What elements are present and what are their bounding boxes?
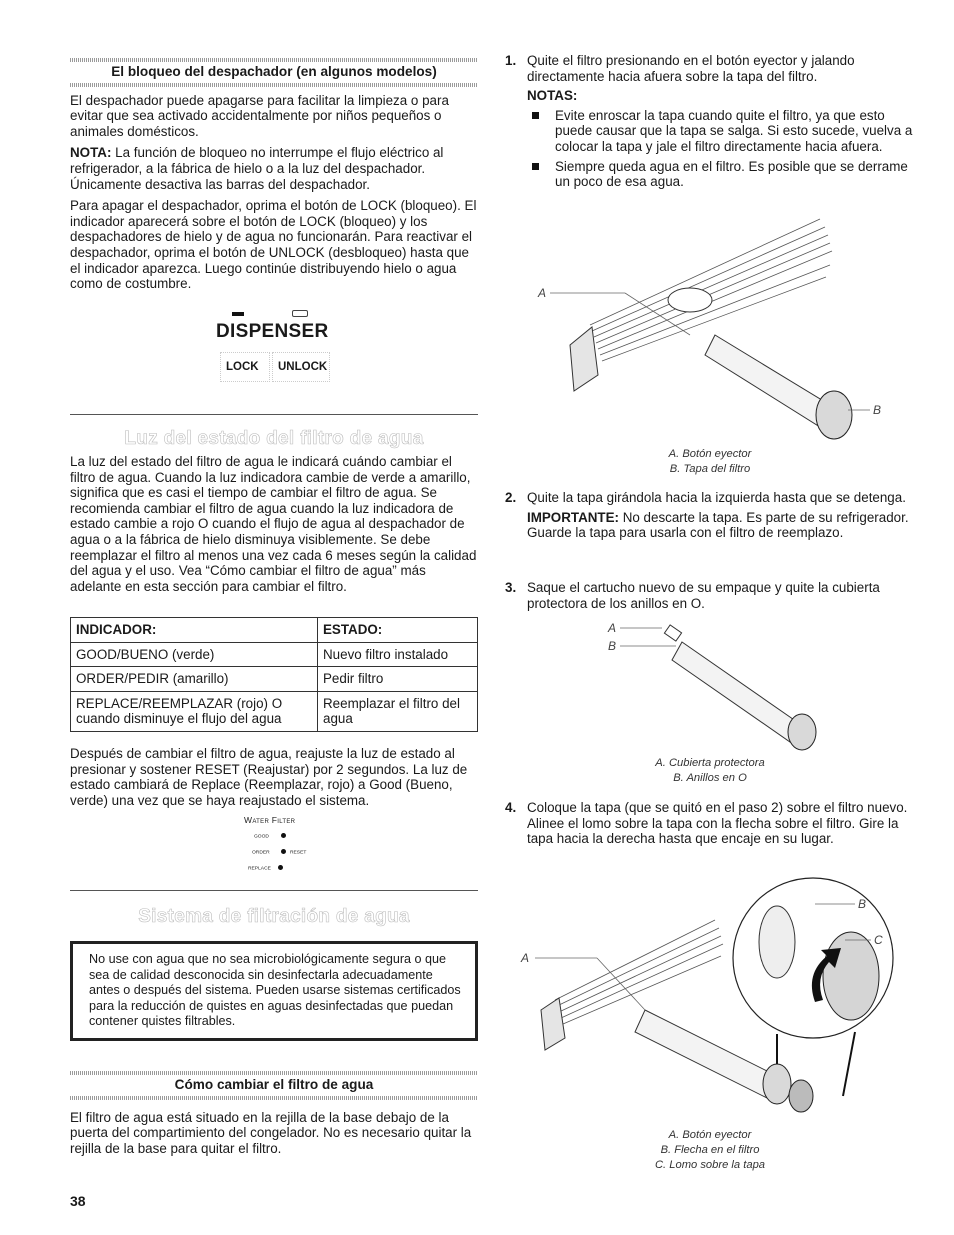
figure-label-b: B	[873, 403, 882, 417]
indicator-table	[70, 617, 478, 732]
figure-3-caption	[505, 1128, 915, 1173]
section-divider	[70, 890, 478, 891]
replace-light-icon	[278, 865, 283, 870]
figure-2-cartridge-illustration	[600, 614, 840, 754]
section-rule	[70, 1096, 478, 1100]
dispenser-title: DISPENSER	[216, 321, 329, 342]
lock-heading: El bloqueo del despachador (en algunos modelos)	[111, 64, 437, 79]
figure-label-c: C	[874, 933, 883, 947]
warning-text: No use con agua que no sea microbiológicamente segura o que sea de calidad desconocida sin desinfectarla adecuadamente antes o después del sistema. Pueden usarse sistemas certificados para la reducción de quistes en aguas desinfectadas que puedan contener quistes filtrables.	[89, 952, 461, 1029]
reset-paragraph: Después de cambiar el filtro de agua, reajuste la luz de estado al presionar y sostener RESET (Reajustar) por 2 segundos. La luz de estado cambiará de Replace (Reemplazar, rojo) a Good (Bueno, verde) una vez que se haya reajustado el sistema.	[70, 746, 468, 808]
bullet-icon	[532, 112, 539, 119]
step-3	[505, 580, 915, 611]
filter-light-section	[70, 428, 478, 594]
table-header-cell: INDICADOR:	[71, 618, 318, 643]
bullet-text: Siempre queda agua en el filtro. Es posible que se derrame un poco de esa agua.	[555, 158, 908, 190]
table-cell: GOOD/BUENO (verde)	[71, 642, 318, 667]
important-note	[527, 510, 915, 541]
lock-note	[70, 145, 478, 192]
filter-end-icon	[763, 1064, 791, 1104]
caption-line: A. Botón eyector	[668, 448, 752, 460]
step-2-text: Quite la tapa girándola hacia la izquierda hasta que se detenga.	[527, 490, 906, 505]
how-to-heading: Cómo cambiar el filtro de agua	[174, 1077, 374, 1092]
filtration-title: Sistema de filtración de agua	[138, 906, 410, 927]
table-cell: Nuevo filtro instalado	[318, 642, 478, 667]
good-light-icon	[281, 833, 286, 838]
filter-light-paragraph: La luz del estado del filtro de agua le indicará cuándo cambiar el filtro de agua. Cuando la luz indicadora cambie de verde a amarillo, significa que es casi el tiempo de cambiar el filtro de agua. Se recomienda cambiar el filtro de agua cuando la luz indicadora de estado cambie a rojo O cuando el flujo de agua al despachador de agua o a la fábrica de hielo disminuya visiblemente. Se debe reemplazar el filtro al menos una vez cada 6 meses según la calidad del agua y el uso. Vea “Cómo cambiar el filtro de agua” más adelante en esta sección para cambiar el filtro.	[70, 454, 477, 594]
bullet-icon	[532, 163, 539, 170]
small-cap-icon	[789, 1080, 813, 1112]
bullet-text: Evite enroscar la tapa cuando quite el filtro, ya que esto puede causar que la tapa se salga. Si esto sucede, vuelva a colocar la tapa y jale el filtro directamente hacia afuera.	[555, 107, 913, 154]
unlock-label: UNLOCK	[278, 361, 328, 373]
connector-line	[843, 1032, 855, 1096]
cartridge-body	[672, 642, 800, 742]
step-4	[505, 800, 915, 847]
good-label: GOOD	[254, 834, 269, 839]
water-filter-panel	[240, 814, 330, 878]
step-number: 1.	[505, 53, 517, 68]
filter-cap-icon	[816, 391, 852, 439]
grille-end	[541, 998, 565, 1050]
table-cell: Pedir filtro	[318, 667, 478, 692]
caption-line: B. Flecha en el filtro	[660, 1144, 760, 1156]
figure-label-a: A	[538, 286, 547, 300]
caption-line: C. Lomo sobre la tapa	[654, 1159, 766, 1171]
figure-2-caption	[505, 756, 915, 786]
figure-1-caption	[505, 447, 915, 477]
water-filter-title: Water Filter	[244, 815, 296, 825]
step-1	[505, 53, 915, 190]
ejector-button-icon	[668, 288, 712, 312]
table-cell: ORDER/PEDIR (amarillo)	[71, 667, 318, 692]
important-text: No descarte la tapa. Es parte de su refrigerador. Guarde la tapa para usarla con el filtro de reemplazo.	[527, 509, 909, 541]
filter-arrow-end-icon	[759, 906, 795, 978]
cartridge-end-icon	[788, 714, 816, 750]
warning-box	[70, 941, 478, 1041]
figure-label-b: B	[608, 639, 617, 653]
caption-line: A. Botón eyector	[668, 1129, 752, 1141]
lock-section	[70, 58, 478, 292]
order-light-icon	[281, 849, 286, 854]
filter-light-title: Luz del estado del filtro de agua	[124, 428, 424, 449]
section-rule	[70, 83, 478, 87]
unlock-indicator-icon	[292, 310, 308, 317]
note-text: La función de bloqueo no interrumpe el flujo eléctrico al refrigerador, a la fábrica de hielo o a la luz del despachador. Únicamente desactiva las barras del despachador.	[70, 145, 444, 192]
table-row	[71, 667, 478, 692]
step-number: 3.	[505, 580, 517, 595]
figure-3-install-illustration	[515, 870, 905, 1126]
grille-end	[570, 327, 598, 391]
cap-ridge-icon	[823, 932, 879, 1020]
section-divider	[70, 414, 478, 415]
table-row	[71, 691, 478, 731]
grille-lines	[555, 920, 723, 1024]
lock-paragraph-1: El despachador puede apagarse para facilitar la limpieza o para evitar que sea activado accidentalmente por niños pequeños o animales domésticos.	[70, 92, 449, 139]
step-2	[505, 490, 915, 541]
page-number: 38	[70, 1193, 86, 1209]
step-3-text: Saque el cartucho nuevo de su empaque y quite la cubierta protectora de los anillos en O.	[527, 580, 880, 611]
filter-body	[635, 1010, 777, 1098]
lock-paragraph-2: Para apagar el despachador, oprima el botón de LOCK (bloqueo). El indicador aparecerá sobre el botón de LOCK (bloqueo) y los despachadores de hielo y de agua no funcionarán. Para reactivar el despachador, oprima el botón de UNLOCK (desbloqueo) hasta que el indicador aparezca. Luego continúe distribuyendo hielo o agua como de costumbre.	[70, 198, 477, 292]
grille-lines	[590, 219, 832, 361]
lock-label: LOCK	[226, 361, 259, 373]
table-header-cell: ESTADO:	[318, 618, 478, 643]
step-4-text: Coloque la tapa (que se quitó en el paso 2) sobre el filtro nuevo. Alinee el lomo sobre la tapa con la flecha sobre el filtro. Gire la tapa hacia la derecha hasta que encaje en su lugar.	[527, 800, 908, 847]
replace-label: REPLACE	[248, 866, 271, 871]
figure-label-a: A	[521, 951, 530, 965]
how-to-paragraph: El filtro de agua está situado en la rejilla de la base debajo de la puerta del compartimiento del congelador. No es necesario quitar la rejilla de la base para quitar el filtro.	[70, 1109, 472, 1156]
important-label: IMPORTANTE:	[527, 509, 619, 525]
leader-line-a	[597, 958, 645, 1010]
lock-indicator-icon	[232, 312, 244, 316]
step-number: 2.	[505, 490, 517, 505]
list-item	[527, 108, 915, 155]
protective-cover-icon	[664, 625, 681, 641]
table-cell: Reemplazar el filtro del agua	[318, 691, 478, 731]
filter-body	[705, 335, 830, 427]
table-row	[71, 642, 478, 667]
figure-label-a: A	[608, 621, 617, 635]
how-to-section	[70, 1071, 478, 1156]
caption-line: A. Cubierta protectora	[655, 757, 765, 769]
list-item	[527, 159, 915, 190]
caption-line: B. Anillos en O	[673, 772, 747, 784]
figure-label-b: B	[858, 897, 867, 911]
note-label: NOTA:	[70, 145, 112, 161]
table-cell: REPLACE/REEMPLAZAR (rojo) O cuando disminuye el flujo del agua	[71, 691, 318, 731]
caption-line: B. Tapa del filtro	[669, 463, 751, 475]
notes-label: NOTAS:	[527, 88, 578, 104]
step-number: 4.	[505, 800, 517, 815]
dispenser-lock-panel	[208, 300, 338, 390]
order-label: ORDER	[252, 850, 270, 855]
figure-1-ejector-illustration	[530, 205, 890, 445]
step-1-text: Quite el filtro presionando en el botón eyector y jalando directamente hacia afuera sobre la tapa del filtro.	[527, 53, 855, 84]
reset-label: RESET	[290, 850, 307, 855]
table-header-row	[71, 618, 478, 643]
